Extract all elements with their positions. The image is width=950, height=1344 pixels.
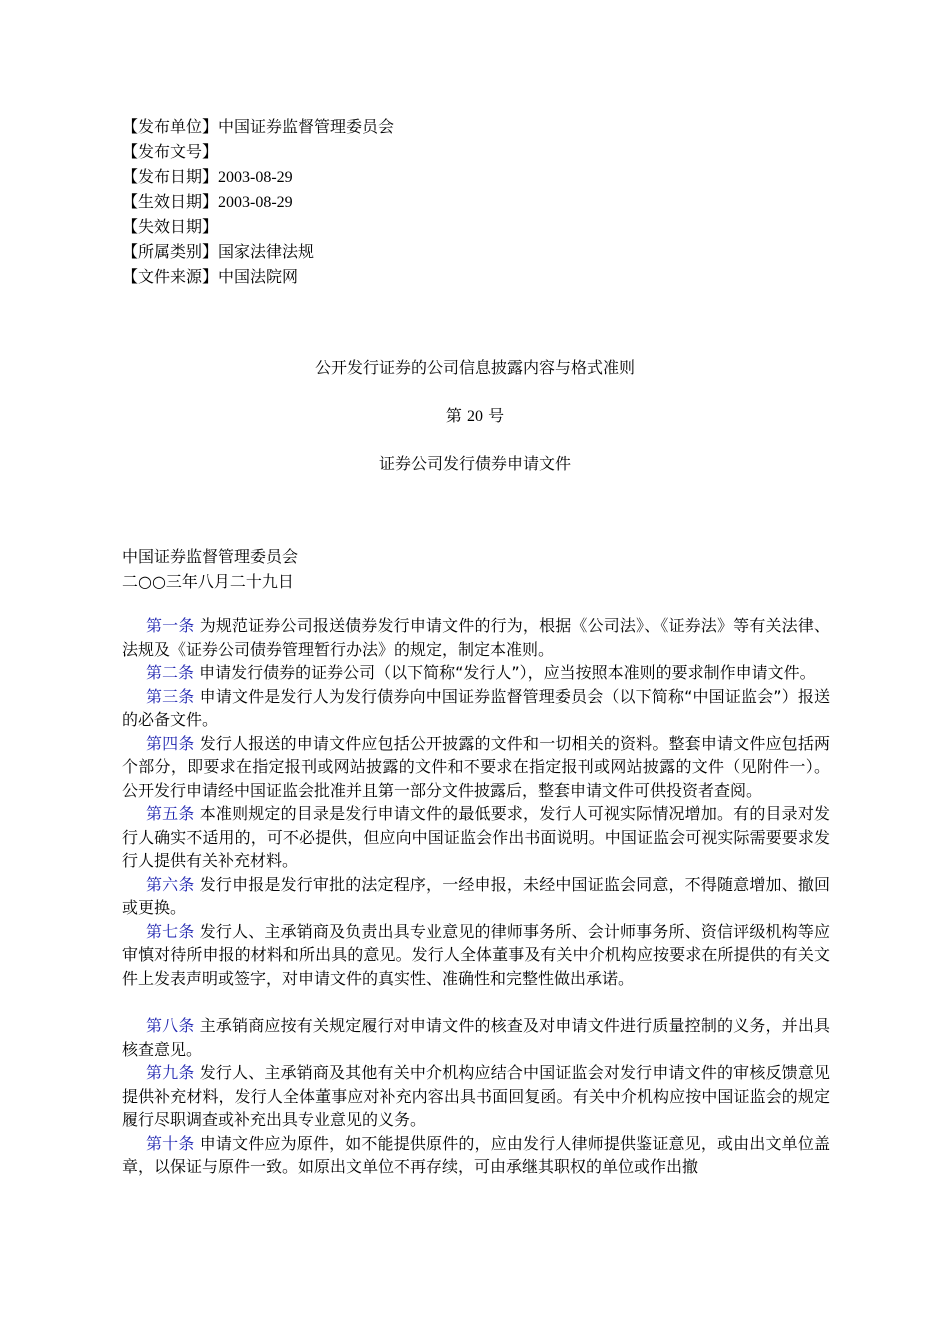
document-title: 公开发行证券的公司信息披露内容与格式准则 bbox=[314, 358, 635, 377]
document-number-value: 20 bbox=[467, 408, 483, 425]
article-text: 申请文件是发行人为发行债券向中国证券监督管理委员会（以下简称“中国证监会”）报送的必备文件。 bbox=[122, 686, 830, 729]
articles-body bbox=[122, 614, 830, 1179]
article bbox=[122, 920, 830, 991]
meta-expdate-label: 【失效日期】 bbox=[122, 217, 219, 236]
article-number: 第一条 bbox=[146, 616, 195, 635]
article-text: 申请发行债券的证券公司（以下简称“发行人”），应当按照本准则的要求制作申请文件。 bbox=[194, 663, 816, 682]
meta-category-value: 国家法律法规 bbox=[218, 242, 315, 261]
document-number bbox=[0, 405, 950, 428]
meta-source-label: 【文件来源】 bbox=[122, 267, 219, 286]
meta-source-value: 中国法院网 bbox=[218, 267, 299, 286]
article-number: 第三条 bbox=[146, 686, 195, 706]
meta-docno-label: 【发布文号】 bbox=[122, 142, 219, 161]
issuer-organization: 中国证券监督管理委员会 bbox=[122, 547, 299, 566]
meta-docno bbox=[122, 139, 822, 164]
article bbox=[122, 1061, 830, 1132]
meta-pubdate-value: 2003-08-29 bbox=[218, 169, 293, 186]
document-number-suffix: 号 bbox=[488, 406, 505, 425]
meta-pubdate-label: 【发布日期】 bbox=[122, 167, 219, 186]
article bbox=[122, 1132, 830, 1179]
meta-issuer bbox=[122, 114, 822, 139]
article-text: 发行申报是发行审批的法定程序，一经申报，未经中国证监会同意，不得随意增加、撤回或更换。 bbox=[122, 874, 830, 917]
article-text: 发行人报送的申请文件应包括公开披露的文件和一切相关的资料。整套申请文件应包括两个部分，即要求在指定报刊或网站披露的文件和不要求在指定报刊或网站披露的文件（见附件一）。公开发行申请经中国证监会批准并且第一部分文件披露后，整套申请文件可供投资者查阅。 bbox=[122, 733, 830, 800]
article-text: 发行人、主承销商及负责出具专业意见的律师事务所、会计师事务所、资信评级机构等应审慎对待所申报的材料和所出具的意见。发行人全体董事及有关中介机构应按要求在所提供的有关文件上发表声明或签字，对申请文件的真实性、准确性和完整性做出承诺。 bbox=[122, 921, 830, 988]
meta-pubdate bbox=[122, 164, 822, 189]
article-number: 第十条 bbox=[146, 1133, 195, 1153]
meta-issuer-label: 【发布单位】 bbox=[122, 117, 219, 136]
meta-category-label: 【所属类别】 bbox=[122, 242, 219, 261]
article bbox=[122, 661, 830, 685]
meta-effdate bbox=[122, 189, 822, 214]
meta-source bbox=[122, 264, 822, 289]
article bbox=[122, 1014, 830, 1061]
document-number-prefix: 第 bbox=[445, 406, 462, 425]
article-number: 第七条 bbox=[146, 921, 195, 941]
meta-effdate-value: 2003-08-29 bbox=[218, 194, 293, 211]
article bbox=[122, 732, 830, 803]
meta-effdate-label: 【生效日期】 bbox=[122, 192, 219, 211]
document-subtitle: 证券公司发行债券申请文件 bbox=[378, 454, 571, 473]
article-text: 主承销商应按有关规定履行对申请文件的核查及对申请文件进行质量控制的义务，并出具核查意见。 bbox=[122, 1016, 830, 1059]
article-number: 第四条 bbox=[146, 733, 195, 753]
article-number: 第八条 bbox=[146, 1016, 195, 1035]
article-text: 为规范证券公司报送债券发行申请文件的行为，根据《公司法》、《证券法》等有关法律、法规及《证券公司债券管理暂行办法》的规定，制定本准则。 bbox=[122, 616, 830, 659]
article bbox=[122, 685, 830, 732]
article bbox=[122, 614, 830, 661]
article bbox=[122, 873, 830, 920]
article-number: 第六条 bbox=[146, 874, 195, 894]
article bbox=[122, 802, 830, 873]
article-number: 第五条 bbox=[146, 804, 195, 823]
meta-category bbox=[122, 239, 822, 264]
article-text: 本准则规定的目录是发行申请文件的最低要求，发行人可视实际情况增加。有的目录对发行人确实不适用的，可不必提供，但应向中国证监会作出书面说明。中国证监会可视实际需要要求发行人提供有关补充材料。 bbox=[122, 804, 830, 870]
meta-expdate bbox=[122, 214, 822, 239]
issuer-block bbox=[122, 544, 298, 594]
article-number: 第九条 bbox=[146, 1063, 195, 1082]
metadata-block bbox=[122, 114, 822, 289]
article-text: 发行人、主承销商及其他有关中介机构应结合中国证监会对发行申请文件的审核反馈意见提供补充材料，发行人全体董事应对补充内容出具书面回复函。有关中介机构应按中国证监会的规定履行尽职调查或补充出具专业意见的义务。 bbox=[122, 1063, 830, 1129]
meta-issuer-value: 中国证券监督管理委员会 bbox=[218, 117, 395, 136]
article-number: 第二条 bbox=[146, 663, 195, 682]
issuer-date: 二○○三年八月二十九日 bbox=[122, 572, 294, 591]
article-text: 申请文件应为原件，如不能提供原件的，应由发行人律师提供鉴证意见，或由出文单位盖章，以保证与原件一致。如原出文单位不再存续，可由承继其职权的单位或作出撤 bbox=[122, 1133, 830, 1176]
